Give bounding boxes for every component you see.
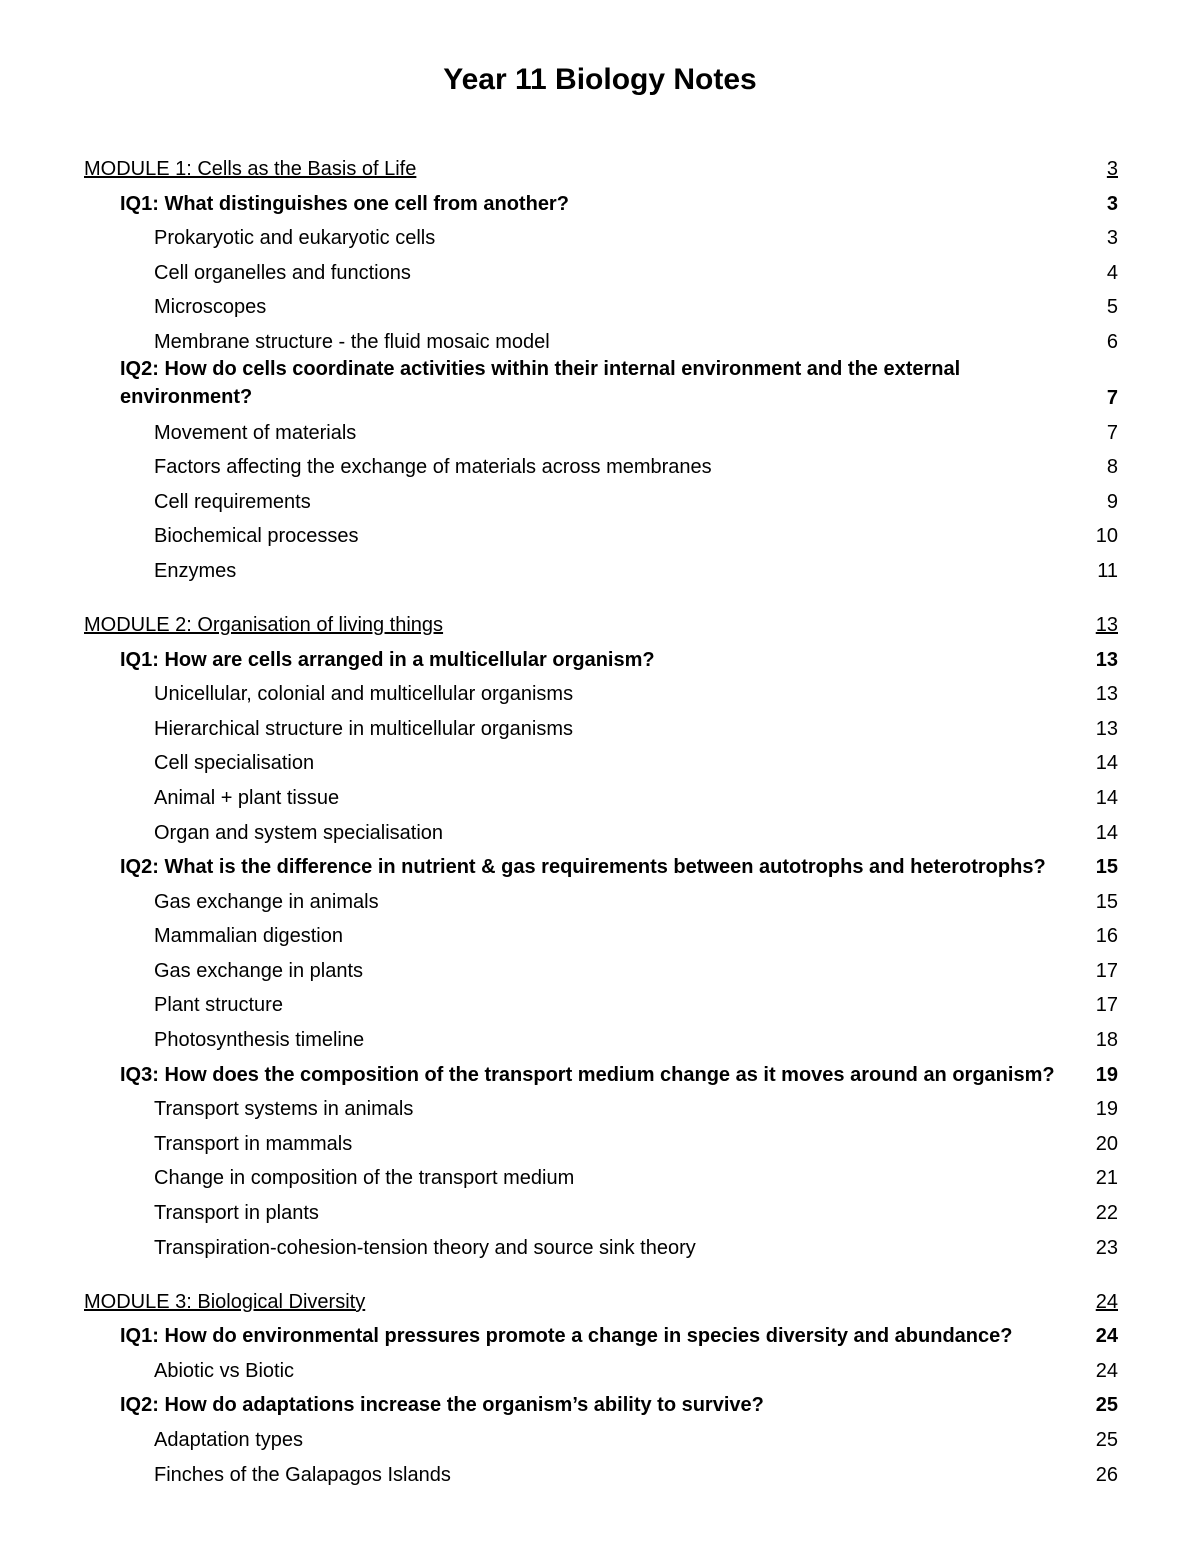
toc-topic[interactable] <box>84 949 1118 984</box>
toc-page-number: 15 <box>1095 890 1118 913</box>
toc-inquiry[interactable] <box>84 846 1118 881</box>
toc-topic-label: Microscopes <box>154 296 267 319</box>
table-of-contents <box>84 148 1118 1488</box>
toc-page-number: 19 <box>1095 1098 1118 1121</box>
toc-topic-label: Transport in mammals <box>154 1132 353 1155</box>
toc-module-label: MODULE 1: Cells as the Basis of Life <box>84 158 417 180</box>
toc-topic[interactable] <box>84 286 1118 321</box>
toc-topic-label: Finches of the Galapagos Islands <box>154 1463 451 1486</box>
toc-page-number: 24 <box>1095 1325 1118 1348</box>
toc-page-number: 16 <box>1095 925 1118 948</box>
toc-page-number: 14 <box>1095 786 1118 809</box>
toc-page-number: 17 <box>1095 959 1118 982</box>
toc-inquiry-label: IQ2: How do adaptations increase the organism’s ability to survive? <box>120 1394 764 1417</box>
toc-page-number: 24 <box>1095 1359 1118 1382</box>
toc-page-number: 10 <box>1095 525 1118 548</box>
toc-topic-label: Gas exchange in plants <box>154 959 364 982</box>
toc-topic-label: Photosynthesis timeline <box>154 1029 365 1052</box>
toc-inquiry-label: IQ1: How are cells arranged in a multicellular organism? <box>120 648 655 671</box>
toc-topic[interactable] <box>84 1453 1118 1488</box>
toc-inquiry[interactable] <box>84 355 1118 411</box>
toc-page-number: 7 <box>1106 421 1118 444</box>
toc-page-number: 25 <box>1095 1429 1118 1451</box>
toc-topic-label: Membrane structure - the fluid mosaic model <box>154 330 550 353</box>
toc-page-number: 4 <box>1106 261 1118 284</box>
toc-page-number: 22 <box>1095 1202 1118 1225</box>
toc-topic[interactable] <box>84 1349 1118 1384</box>
toc-topic[interactable] <box>84 446 1118 481</box>
toc-topic-label: Prokaryotic and eukaryotic cells <box>154 227 436 250</box>
toc-page-number: 26 <box>1095 1463 1118 1486</box>
toc-topic-label: Movement of materials <box>154 421 357 444</box>
toc-inquiry-label: IQ2: What is the difference in nutrient & gas requirements between autotrophs and heterotrophs? <box>120 856 1046 879</box>
toc-page-number: 25 <box>1095 1394 1118 1417</box>
toc-inquiry-label: IQ1: What distinguishes one cell from another? <box>120 192 569 215</box>
toc-page-number: 18 <box>1095 1029 1118 1052</box>
toc-topic-label: Cell specialisation <box>154 752 315 775</box>
toc-page-number: 14 <box>1095 821 1118 844</box>
toc-topic[interactable] <box>84 515 1118 550</box>
toc-topic[interactable] <box>84 707 1118 742</box>
toc-topic[interactable] <box>84 251 1118 286</box>
toc-page-number: 19 <box>1095 1063 1118 1086</box>
toc-inquiry[interactable] <box>84 1384 1118 1419</box>
toc-page-number: 23 <box>1095 1236 1118 1259</box>
toc-page-number: 3 <box>1106 227 1118 250</box>
toc-page-number: 13 <box>1095 613 1118 636</box>
toc-topic[interactable] <box>84 915 1118 950</box>
toc-page-number: 20 <box>1095 1132 1118 1155</box>
toc-topic-label: Gas exchange in animals <box>154 890 379 913</box>
toc-inquiry[interactable] <box>84 182 1118 217</box>
toc-topic-label: Transport in plants <box>154 1202 319 1225</box>
toc-topic-label: Animal + plant tissue <box>154 786 340 809</box>
toc-topic-label: Adaptation types <box>154 1429 303 1451</box>
toc-topic[interactable] <box>84 742 1118 777</box>
toc-topic-label: Transpiration-cohesion-tension theory and source sink theory <box>154 1236 696 1259</box>
toc-topic-label: Hierarchical structure in multicellular organisms <box>154 717 574 740</box>
toc-inquiry[interactable] <box>84 1315 1118 1350</box>
toc-module-1[interactable] <box>84 148 1118 182</box>
toc-topic-label: Change in composition of the transport medium <box>154 1167 575 1190</box>
toc-module-label: MODULE 3: Biological Diversity <box>84 1290 366 1313</box>
toc-topic[interactable] <box>84 1226 1118 1261</box>
toc-page-number: 13 <box>1095 717 1118 740</box>
toc-topic[interactable] <box>84 776 1118 811</box>
toc-topic-label: Enzymes <box>154 559 237 582</box>
toc-topic-label: Biochemical processes <box>154 525 359 548</box>
toc-page-number: 9 <box>1106 490 1118 513</box>
toc-topic[interactable] <box>84 880 1118 915</box>
toc-page-number: 8 <box>1106 456 1118 479</box>
toc-topic[interactable] <box>84 411 1118 446</box>
toc-page-number: 11 <box>1097 559 1118 582</box>
toc-topic[interactable] <box>84 549 1118 584</box>
toc-topic[interactable] <box>84 811 1118 846</box>
toc-topic[interactable] <box>84 320 1118 355</box>
toc-topic-label: Factors affecting the exchange of materials across membranes <box>154 456 712 479</box>
toc-module-3[interactable] <box>84 1281 1118 1315</box>
toc-topic-label: Transport systems in animals <box>154 1098 414 1121</box>
toc-page-number: 5 <box>1106 296 1118 319</box>
toc-page-number: 6 <box>1106 330 1118 353</box>
toc-topic[interactable] <box>84 984 1118 1019</box>
page-title: Year 11 Biology Notes <box>443 63 757 96</box>
toc-page-number: 17 <box>1095 994 1118 1017</box>
toc-module-label: MODULE 2: Organisation of living things <box>84 613 444 636</box>
toc-topic[interactable] <box>84 217 1118 252</box>
toc-page-number: 7 <box>1106 386 1118 409</box>
toc-topic[interactable] <box>84 1088 1118 1123</box>
toc-page-number: 21 <box>1095 1167 1118 1190</box>
toc-topic-label: Cell requirements <box>154 490 311 513</box>
toc-topic-label: Abiotic vs Biotic <box>154 1359 295 1382</box>
toc-page-number: 14 <box>1095 752 1118 775</box>
toc-topic[interactable] <box>84 673 1118 708</box>
toc-topic-label: Unicellular, colonial and multicellular organisms <box>154 683 574 706</box>
toc-topic-label: Cell organelles and functions <box>154 261 411 284</box>
toc-page-number: 24 <box>1095 1290 1118 1313</box>
toc-page-number: 3 <box>1106 158 1118 180</box>
toc-inquiry[interactable] <box>84 638 1118 673</box>
toc-topic-label: Mammalian digestion <box>154 925 343 948</box>
toc-inquiry-label: IQ2: How do cells coordinate activities within their internal environment and the external environment? <box>120 357 961 408</box>
toc-topic[interactable] <box>84 480 1118 515</box>
toc-page-number: 3 <box>1106 192 1118 215</box>
toc-topic[interactable] <box>84 1122 1118 1157</box>
toc-inquiry[interactable] <box>84 1053 1118 1088</box>
toc-topic[interactable] <box>84 1157 1118 1192</box>
toc-page-number: 13 <box>1095 683 1118 706</box>
toc-topic-label: Plant structure <box>154 994 283 1017</box>
toc-module-2[interactable] <box>84 604 1118 638</box>
toc-topic[interactable] <box>84 1191 1118 1226</box>
toc-page-number: 13 <box>1095 648 1118 671</box>
toc-topic-label: Organ and system specialisation <box>154 821 444 844</box>
toc-inquiry-label: IQ3: How does the composition of the transport medium change as it moves around an organism? <box>120 1063 1055 1086</box>
toc-page-number: 15 <box>1095 856 1118 879</box>
toc-topic[interactable] <box>84 1418 1118 1453</box>
toc-topic[interactable] <box>84 1018 1118 1053</box>
toc-inquiry-label: IQ1: How do environmental pressures promote a change in species diversity and abundance? <box>120 1325 1013 1348</box>
